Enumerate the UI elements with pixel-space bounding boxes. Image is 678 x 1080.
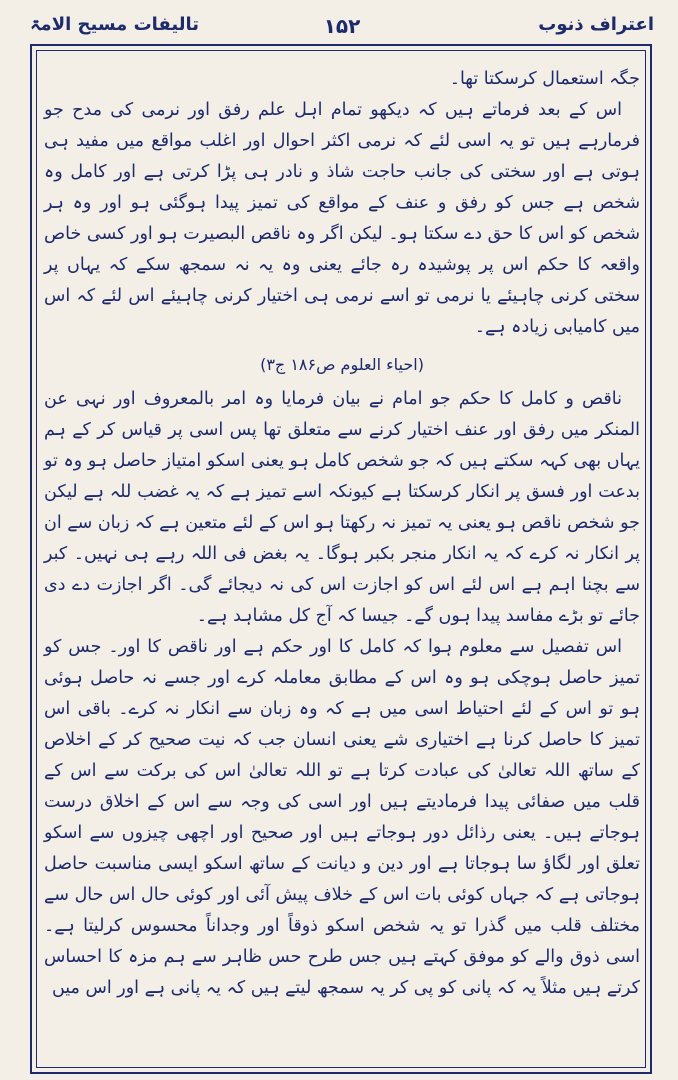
paragraph: اس کے بعد فرماتے ہیں کہ دیکھو تمام اہل علم رفق اور نرمی کی مدح جو فرمارہے ہیں تو یہ اسی لئے کہ نرمی اکثر احوال اور اغلب مواقع میں مفید ہی ہوتی ہے اور سختی کی جانب حاجت شاذ و نادر ہی پڑا کرتی ہے اور کامل وہ شخص ہے جس کو رفق و عنف کے مواقع کی تمیز پیدا ہوگئی ہو اور وہ ہر شخص کو اس کا حق دے سکتا ہو۔ لیکن اگر وہ ناقص البصیرت ہو اور کسی خاص واقعہ کا حکم اس پر پوشیدہ رہ جائے یعنی وہ یہ نہ سمجھ سکے کہ یہاں پر سختی کرنی چاہیئے یا نرمی تو اسے نرمی ہی اختیار کرنی چاہیئے اس لئے کہ اس میں کامیابی زیادہ ہے۔ — [44, 100, 640, 337]
citation: (احیاء العلوم ص۱۸۶ ج۳) — [260, 355, 424, 374]
series-title: تالیفات مسیح الامۃ — [30, 14, 200, 35]
paragraph: ناقص و کامل کا حکم جو امام نے بیان فرمایا وہ امر بالمعروف اور نہی عن المنکر میں رفق اور عنف اختیار کرنے سے متعلق تھا پس اسی پر قیاس کر کے ہم یہاں بھی کہہ سکتے ہیں کہ جو شخص کامل ہو یعنی اسکو امتیاز حاصل ہو وہ تو بدعت اور فسق پر انکار کرسکتا ہے کیونکہ اسے تمیز ہے کہ یہ غضب للہ ہے لیکن جو شخص ناقص ہو یعنی یہ تمیز نہ رکھتا ہو اس کے لئے متعین ہے کہ زبان سے ان پر انکار نہ کرے کہ یہ انکار منجر بکبر ہوگا۔ یہ بغض فی اللہ رہے ہی نہیں۔ کبر سے بچنا اہم ہے اس لئے اس کو اجازت اس کی نہ دیجائے گی۔ اگر اجازت دے دی جائے تو بڑے مفاسد پیدا ہوں گے۔ جیسا کہ آج کل مشاہد ہے۔ — [44, 389, 640, 626]
paragraph: اس تفصیل سے معلوم ہوا کہ کامل کا اور حکم ہے اور ناقص کا اور۔ جس کو تمیز حاصل ہوچکی ہو وہ اس کے مطابق معاملہ کرے اور جسے نہ حاصل ہوئی ہو تو اس کے لئے احتیاط اسی میں ہے کہ وہ زبان سے انکار نہ کرے۔ باقی اس تمیز کا حاصل کرنا ہے اختیاری شے یعنی انسان جب کہ نیت صحیح کر کے اخلاص کے ساتھ اللہ تعالیٰ کی عبادت کرتا ہے تو اللہ تعالیٰ اس کی برکت سے اس کے قلب میں صفائی پیدا فرمادیتے ہیں اور اسی کی وجہ سے اس کے اخلاق درست ہوجاتے ہیں۔ یعنی رذائل دور ہوجاتے ہیں اور صحیح اور اچھی چیزوں سے اسکو تعلق اور لگاؤ سا ہوجاتا ہے اور دین و دیانت کے ساتھ اسکو ایسی مناسبت حاصل ہوجاتی ہے کہ جہاں کوئی بات اس کے خلاف پیش آئی اور کوئی حال اس حال سے مختلف قلب میں گذرا تو یہ شخص اسکو ذوقاً اور وجداناً محسوس کرلیتا ہے۔ اسی ذوق والے کو موفق کہتے ہیں جس طرح حس ظاہر سے ہم مزہ کا احساس کرتے ہیں مثلاً یہ کہ پانی کو پی کر یہ سمجھ لیتے ہیں کہ یہ پانی ہے اور اس میں — [44, 637, 640, 998]
paragraph: جگہ استعمال کرسکتا تھا۔ — [449, 69, 640, 89]
page-number: ۱۵۲ — [323, 14, 361, 38]
page-header — [28, 8, 656, 46]
book-title: اعتراف ذنوب — [538, 14, 654, 35]
page-body — [44, 64, 640, 1004]
